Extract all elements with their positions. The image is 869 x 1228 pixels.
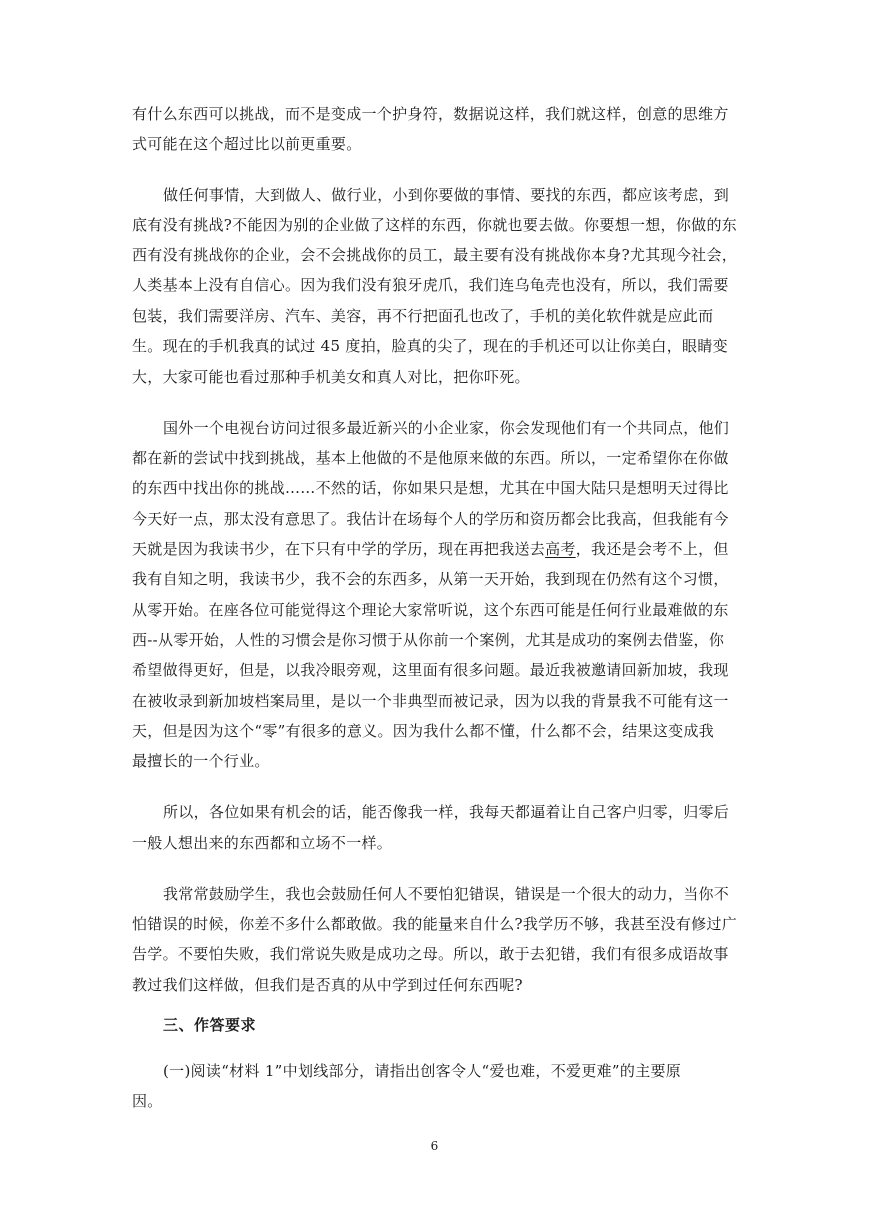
paragraph-line: 今天好一点，那太没有意思了。我估计在场每个人的学历和资历都会比我高，但我能有今 [132,510,729,528]
paragraph-line [132,539,729,559]
paragraph-line: 天，但是因为这个“零”有很多的意义。因为我什么都不懂，什么都不会，结果这变成我 [132,722,715,740]
paragraph-line: 希望做得更好，但是，以我冷眼旁观，这里面有很多问题。最近我被邀请回新加坡，我现 [132,661,729,679]
paragraph-line: 最擅长的一个行业。 [132,752,270,770]
paragraph-line: 从零开始。在座各位可能觉得这个理论大家常听说，这个东西可能是任何行业最难做的东 [132,601,729,619]
paragraph-line: 西--从零开始，人性的习惯会是你习惯于从你前一个案例，尤其是成功的案例去借鉴，你 [132,631,725,649]
section-heading: 三、作答要求 [163,1016,257,1034]
paragraph-line: 西有没有挑战你的企业，会不会挑战你的员工，最主要有没有挑战你本身?尤其现今社会， [132,246,738,264]
question-line: (一)阅读“材料 1”中划线部分，请指出创客令人“爱也难，不爱更难”的主要原 [163,1062,682,1080]
paragraph-line: 都在新的尝试中找到挑战，基本上他做的不是他原来做的东西。所以，一定希望你在你做 [132,449,729,467]
paragraph-line: 我有自知之明，我读书少，我不会的东西多，从第一天开始，我到现在仍然有这个习惯， [132,570,729,588]
question-line: 因。 [132,1092,163,1110]
paragraph-line: 大，大家可能也看过那种手机美女和真人对比，把你吓死。 [132,368,530,386]
paragraph-line: 告学。不要怕失败，我们常说失败是成功之母。所以，敢于去犯错，我们有很多成语故事 [132,945,729,963]
paragraph-line: 包装，我们需要洋房、汽车、美容，再不行把面孔也改了，手机的美化软件就是应此而 [132,307,714,325]
paragraph-line: 底有没有挑战?不能因为别的企业做了这样的东西，你就也要去做。你要想一想，你做的东 [132,216,738,234]
line-text: ，我还是会考不上，但 [575,540,729,558]
paragraph-line: 生。现在的手机我真的试过 45 度拍，脸真的尖了，现在的手机还可以让你美白，眼睛变 [132,337,728,355]
paragraph-line: 所以，各位如果有机会的话，能否像我一样，我每天都逼着让自己客户归零，归零后 [163,803,730,821]
paragraph-line: 人类基本上没有自信心。因为我们没有狼牙虎爪，我们连乌龟壳也没有，所以，我们需要 [132,276,729,294]
paragraph-line: 一般人想出来的东西都和立场不一样。 [132,834,393,852]
line-text: 天就是因为我读书少，在下只有中学的学历，现在再把我送去 [132,540,546,558]
underlined-term: 高考 [545,540,576,558]
paragraph-line: 做任何事情，大到做人、做行业，小到你要做的事情、要找的东西，都应该考虑，到 [163,186,730,204]
paragraph-line: 式可能在这个超过比以前更重要。 [132,135,362,153]
paragraph-line: 在被收录到新加坡档案局里，是以一个非典型而被记录，因为以我的背景我不可能有这一 [132,692,729,710]
paragraph-line: 我常常鼓励学生，我也会鼓励任何人不要怕犯错误，错误是一个很大的动力，当你不 [163,885,730,903]
page-number: 6 [430,1139,439,1153]
paragraph-line: 怕错误的时候，你差不多什么都敢做。我的能量来自什么?我学历不够，我甚至没有修过广 [132,915,738,933]
paragraph-line: 教过我们这样做，但我们是否真的从中学到过任何东西呢? [132,976,523,994]
paragraph-line: 的东西中找出你的挑战……不然的话，你如果只是想，尤其在中国大陆只是想明天过得比 [132,479,729,497]
paragraph-line: 国外一个电视台访问过很多最近新兴的小企业家，你会发现他们有一个共同点，他们 [163,419,730,437]
paragraph-line: 有什么东西可以挑战，而不是变成一个护身符，数据说这样，我们就这样，创意的思维方 [132,105,729,123]
